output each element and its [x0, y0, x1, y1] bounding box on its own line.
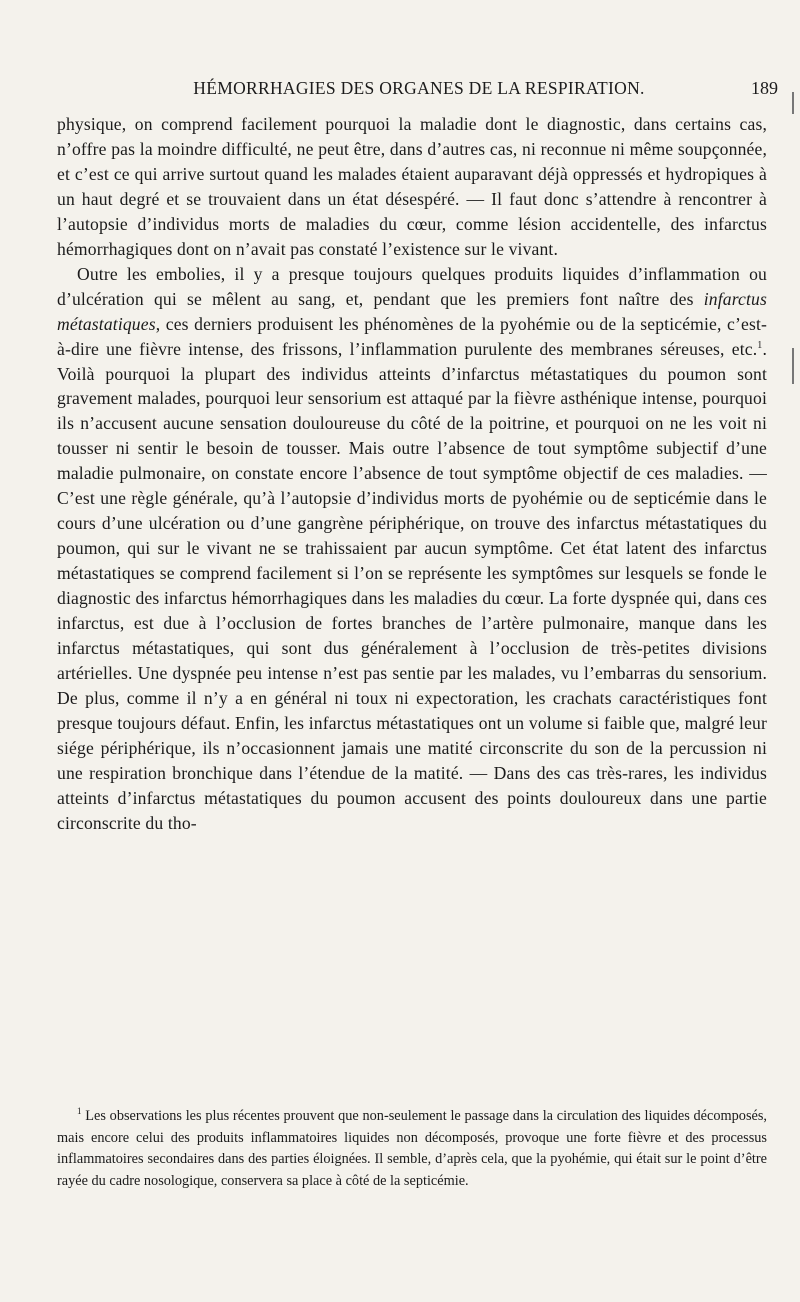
- margin-mark: [792, 92, 794, 114]
- footnote: [57, 1106, 767, 1192]
- footnote-reference[interactable]: 1: [757, 339, 763, 351]
- paragraph-text: , ces derniers produisent les phénomènes de la pyohémie ou de la septicémie, c’est-à-dire une fièvre intense, des frissons, l’inflammation purulente des membranes séreuses, etc.: [57, 313, 767, 359]
- footnote-text: Les observations les plus récentes prouvent que non-seulement le passage dans la circulation des liquides décomposés, mais encore celui des produits inflammatoires liquides non décomposés, provoque une forte fièvre et des processus inflammatoires secondaires dans des parties éloignées. Il semble, d’après cela, que la pyohémie, qui était sur le point d’être rayée du cadre nosologique, conservera sa place à côté de la septicémie.: [57, 1108, 767, 1189]
- page-header: [60, 78, 778, 102]
- page-number: 189: [751, 78, 778, 98]
- main-text: [57, 112, 767, 836]
- margin-mark: [792, 348, 794, 384]
- paragraph-text: . Voilà pourquoi la plupart des individus atteints d’infarctus métastatiques du poumon sont gravement malades, pourquoi leur sensorium est attaqué par la fièvre asthénique intense, pourquoi ils n’accusent aucune sensation douloureuse du côté de la poitrine, et pourquoi on ne les voit ni tousser ni sentir le besoin de tousser. Mais outre l’absence de tout symptôme subjectif d’une maladie pulmonaire, on constate encore l’absence de tout symptôme objectif de ces maladies. — C’est une règle générale, qu’à l’autopsie d’individus morts de pyohémie ou de septicémie dans le cours d’une ulcération ou d’une gangrène périphérique, on trouve des infarctus métastatiques du poumon, qui sur le vivant ne se trahissaient par aucun symptôme. Cet état latent des infarctus métastatiques se comprend facilement si l’on se représente les symptômes sur lesquels se fonde le diagnostic des infarctus hémorrhagiques dans les maladies du cœur. La forte dyspnée qui, dans ces infarctus, est due à l’occlusion de fortes branches de l’artère pulmonaire, manque dans les infarctus métastatiques, qui sont dus généralement à l’occlusion de très-petites divisions artérielles. Une dyspnée peu intense n’est pas sentie par les malades, vu l’embarras du sensorium. De plus, comme il n’y a en général ni toux ni expectoration, les crachats caractéristiques font presque toujours défaut. Enfin, les infarctus métastatiques ont un volume si faible que, malgré leur siége périphérique, ils n’occasionnent jamais une matité circonscrite du son de la percussion ni une respiration bronchique dans l’étendue de la matité. — Dans des cas très-rares, les individus atteints d’infarctus métastatiques du poumon accusent des points douloureux dans une partie circonscrite du tho-: [57, 338, 767, 833]
- paragraph-embolies: [57, 262, 767, 836]
- paragraph-continued: physique, on comprend facilement pourquoi la maladie dont le diagnostic, dans certains cas, n’offre pas la moindre difficulté, ne peut être, dans d’autres cas, ni reconnue ni même soupçonnée, et c’est ce qui arrive surtout quand les malades étaient auparavant déjà oppressés et hydropiques à un haut degré et se trouvaient dans un état désespéré. — Il faut donc s’attendre à rencontrer à l’autopsie d’individus morts de maladies du cœur, comme lésion accidentelle, des infarctus hémorrhagiques dont on n’avait pas constaté l’existence sur le vivant.: [57, 114, 767, 259]
- paragraph-text: Outre les embolies, il y a presque toujours quelques produits liquides d’inflammation ou d’ulcération qui se mêlent au sang, et, pendant que les premiers font naître des: [57, 263, 767, 309]
- footnote-marker: 1: [77, 1106, 82, 1117]
- italic-term: infarctus métastatiques: [57, 288, 767, 334]
- running-title: HÉMORRHAGIES DES ORGANES DE LA RESPIRATION.: [193, 78, 645, 98]
